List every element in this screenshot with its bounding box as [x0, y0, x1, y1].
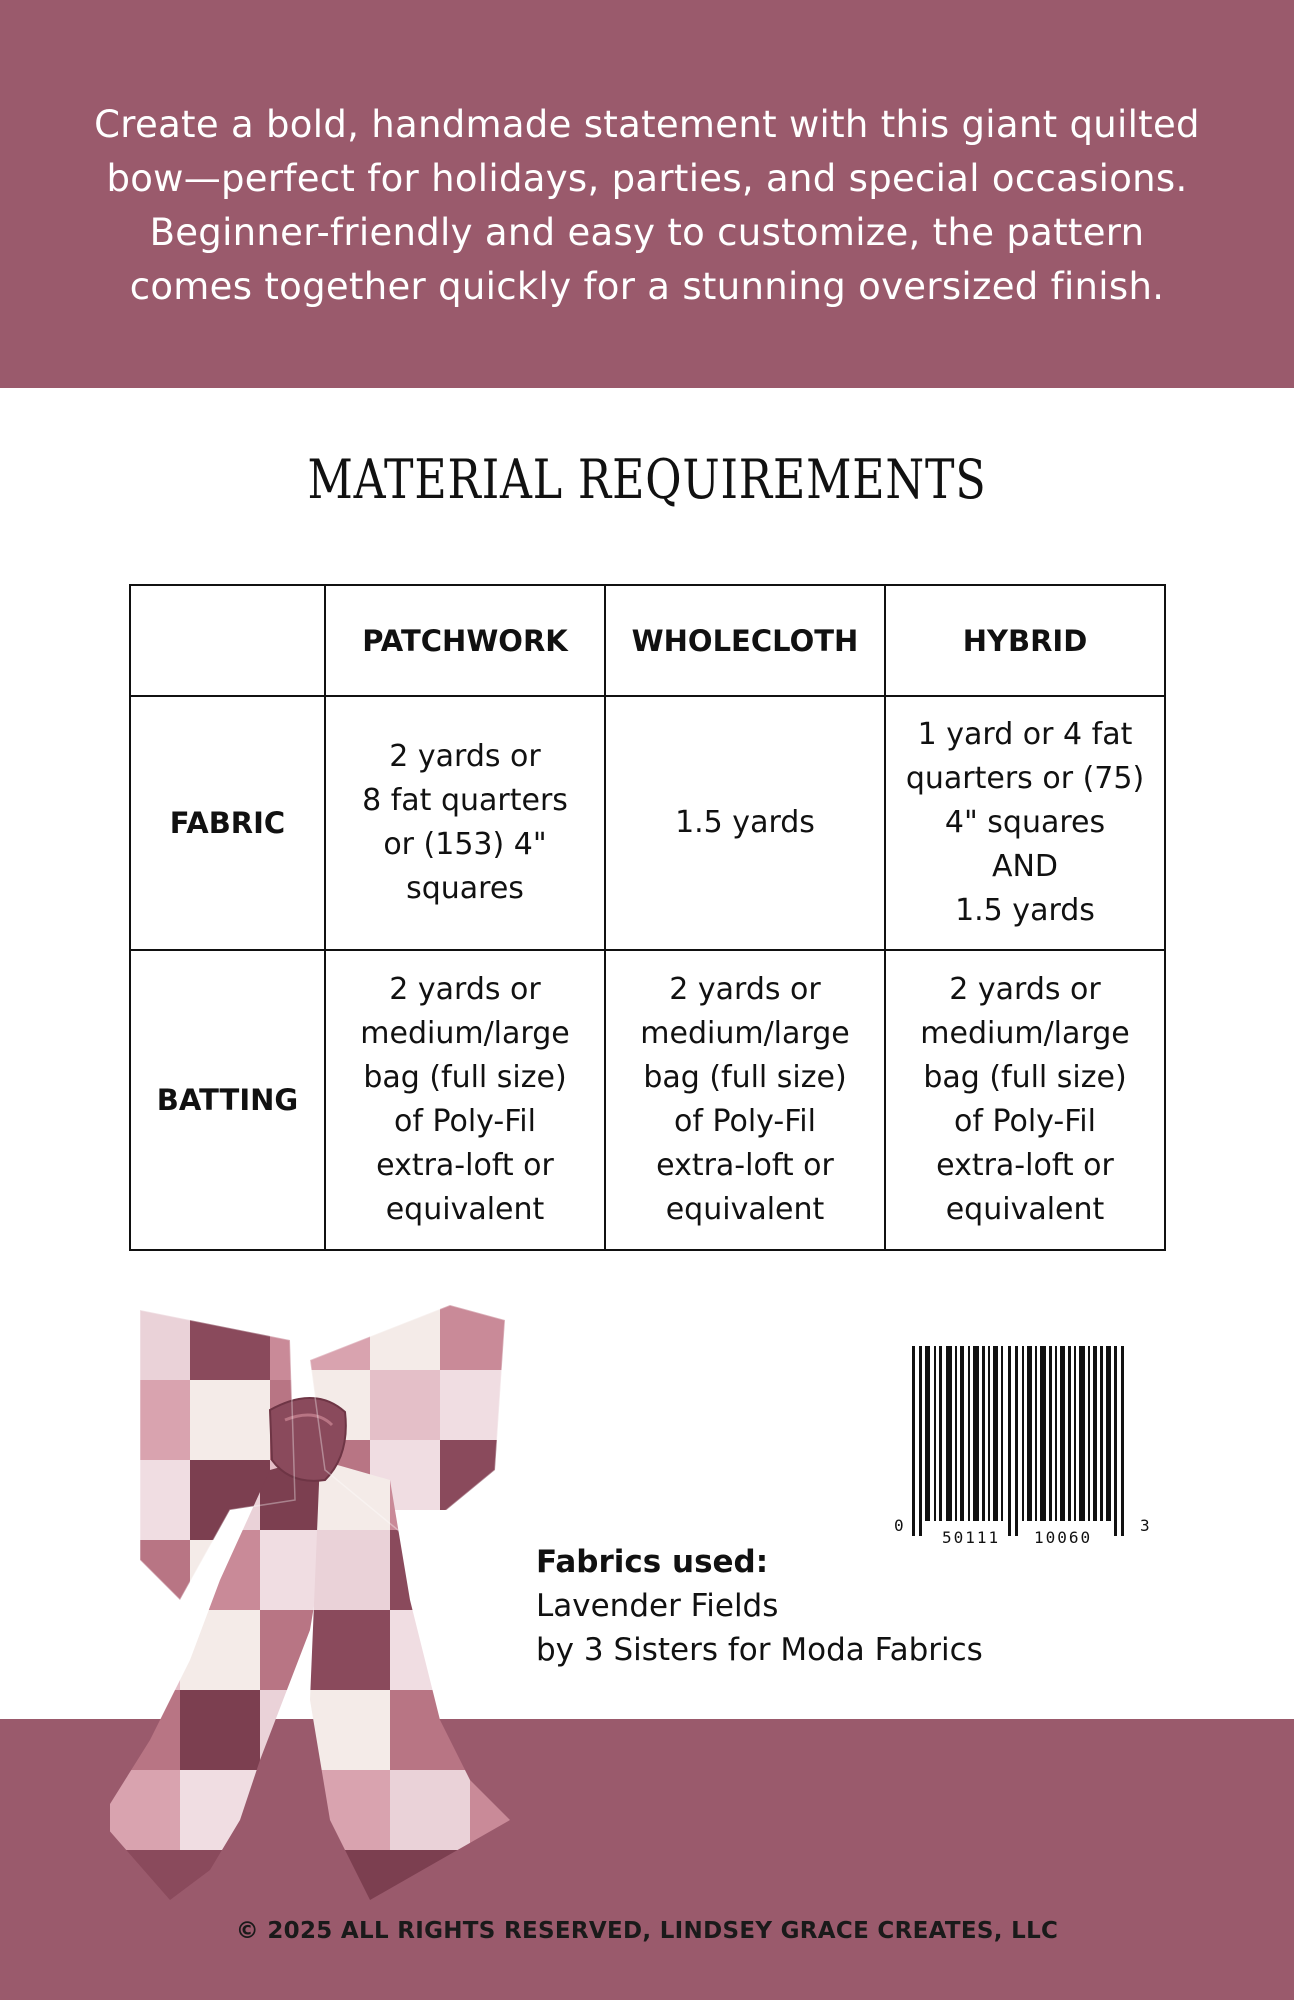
table-header-hybrid: HYBRID — [885, 585, 1165, 696]
table-cell: 2 yards or medium/large bag (full size) of Poly-Fil extra-loft or equivalent — [325, 950, 605, 1250]
barcode-group-1: 50111 — [942, 1528, 1001, 1547]
quilted-bow-image — [110, 1300, 550, 1910]
table-cell: 1 yard or 4 fat quarters or (75) 4" squares AND 1.5 yards — [885, 696, 1165, 950]
table-header-row — [130, 585, 1165, 696]
section-heading: MATERIAL REQUIREMENTS — [307, 448, 987, 511]
material-requirements-table — [129, 584, 1166, 1251]
row-label-batting: BATTING — [130, 950, 325, 1250]
copyright-notice: © 2025 ALL RIGHTS RESERVED, LINDSEY GRACE CREATES, LLC — [235, 1918, 1059, 1944]
table-cell: 2 yards or 8 fat quarters or (153) 4" squares — [325, 696, 605, 950]
intro-line: Create a bold, handmade statement with this giant quilted — [94, 103, 1200, 146]
intro-line: Beginner-friendly and easy to customize, the pattern — [149, 211, 1145, 254]
table-row-fabric — [130, 696, 1165, 950]
barcode — [884, 1346, 1156, 1548]
table-cell: 1.5 yards — [605, 696, 885, 950]
fabrics-used-title: Fabrics used: — [536, 1544, 769, 1580]
table-cell: 2 yards or medium/large bag (full size) of Poly-Fil extra-loft or equivalent — [605, 950, 885, 1250]
table-header-corner — [130, 585, 325, 696]
fabric-collection: Lavender Fields — [536, 1588, 779, 1624]
table-header-patchwork: PATCHWORK — [325, 585, 605, 696]
barcode-left-digit: 0 — [894, 1516, 906, 1535]
intro-description — [40, 98, 1254, 314]
intro-line: bow—perfect for holidays, parties, and special occasions. — [106, 157, 1188, 200]
barcode-group-2: 10060 — [1034, 1528, 1093, 1547]
table-header-wholecloth: WHOLECLOTH — [605, 585, 885, 696]
row-label-fabric: FABRIC — [130, 696, 325, 950]
fabric-manufacturer: by 3 Sisters for Moda Fabrics — [536, 1632, 983, 1668]
fabrics-used-note — [536, 1540, 983, 1672]
table-row-batting — [130, 950, 1165, 1250]
barcode-right-digit: 3 — [1140, 1516, 1152, 1535]
table-cell: 2 yards or medium/large bag (full size) of Poly-Fil extra-loft or equivalent — [885, 950, 1165, 1250]
intro-line: comes together quickly for a stunning oversized finish. — [129, 265, 1165, 308]
